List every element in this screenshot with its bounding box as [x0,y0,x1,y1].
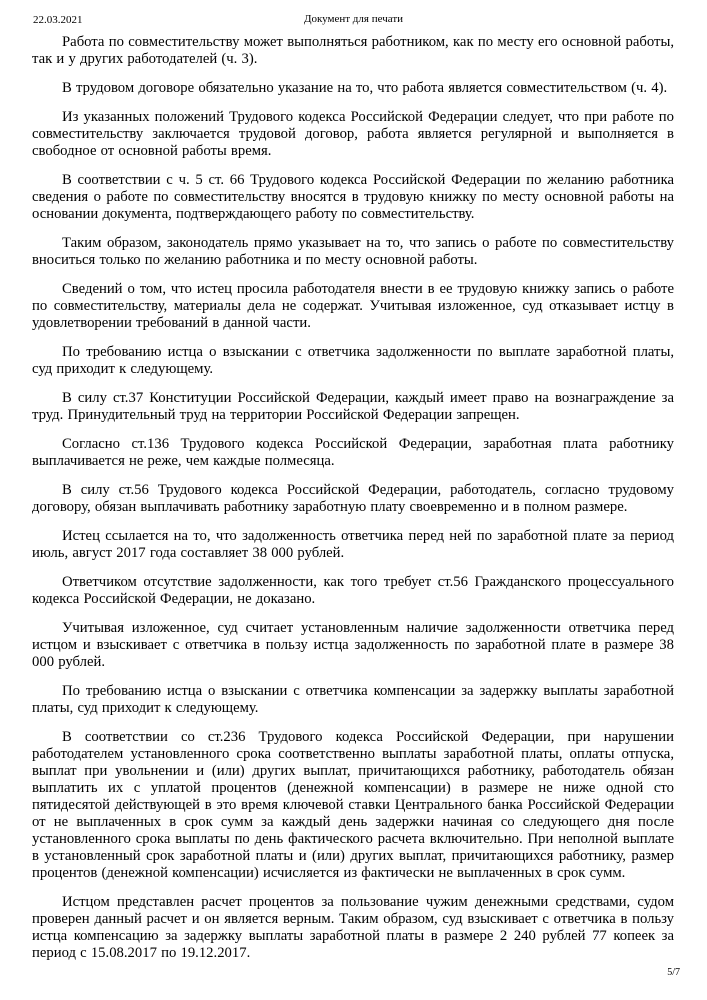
paragraph: В соответствии с ч. 5 ст. 66 Трудового кодекса Российской Федерации по желанию работника сведения о работе по совместительству вносятся в трудовую книжку по месту основной работы на основании документа, подтверждающего работу по совместительству. [32,172,674,222]
print-header [0,13,707,27]
paragraph: Согласно ст.136 Трудового кодекса Российской Федерации, заработная плата работнику выплачивается не реже, чем каждые полмесяца. [32,436,674,469]
paragraph: В силу ст.56 Трудового кодекса Российской Федерации, работодатель, согласно трудовому договору, обязан выплачивать работнику заработную плату своевременно и в полном размере. [32,482,674,515]
paragraph: В трудовом договоре обязательно указание на то, что работа является совместительством (ч. 4). [62,80,668,96]
paragraph: Сведений о том, что истец просила работодателя внести в ее трудовую книжку запись о работе по совместительству, материалы дела не содержат. Учитывая изложенное, суд отказывает истцу в удовлетворении требований в данной части. [32,281,674,331]
paragraph: Истцом представлен расчет процентов за пользование чужим денежными средствами, судом проверен данный расчет и он является верным. Таким образом, суд взыскивает с ответчика в пользу истца компенсацию за задержку выплаты заработной платы в размере 2 240 рублей 77 копеек за период с 15.08.2017 по 19.12.2017. [32,894,674,961]
paragraph: По требованию истца о взыскании с ответчика задолженности по выплате заработной платы, суд приходит к следующему. [32,344,674,377]
paragraph: Таким образом, законодатель прямо указывает на то, что запись о работе по совместительству вноситься только по желанию работника и по месту основной работы. [32,235,674,268]
paragraph: Истец ссылается на то, что задолженность ответчика перед ней по заработной плате за период июль, август 2017 года составляет 38 000 рублей. [32,528,674,561]
paragraph: В силу ст.37 Конституции Российской Федерации, каждый имеет право на вознаграждение за труд. Принудительный труд на территории Российской Федерации запрещен. [32,390,674,423]
paragraph: По требованию истца о взыскании с ответчика компенсации за задержку выплаты заработной платы, суд приходит к следующему. [32,683,674,716]
print-footer [667,967,680,978]
paragraph: Учитывая изложенное, суд считает установленным наличие задолженности ответчика перед истцом и взыскивает с ответчика в пользу истца задолженность по заработной плате в размере 38 000 рублей. [32,620,674,670]
document-body [32,34,674,974]
paragraph: Работа по совместительству может выполняться работником, как по месту его основной работы, так и у других работодателей (ч. 3). [32,34,674,67]
page-number: 5/7 [667,967,680,978]
document-title: Документ для печати [303,13,404,25]
paragraph: В соответствии со ст.236 Трудового кодекса Российской Федерации, при нарушении работодателем установленного срока соответственно выплаты заработной платы, оплаты отпуска, выплат при увольнении и (или) других выплат, причитающихся работнику, работодатель обязан выплатить их с уплатой процентов (денежной компенсации) в размере не ниже одной сто пятидесятой действующей в это время ключевой ставки Центрального банка Российской Федерации от не выплаченных в срок сумм за каждый день задержки начиная со следующего дня после установленного срока выплаты по день фактического расчета включительно. При неполной выплате в установленный срок заработной платы и (или) других выплат, причитающихся работнику, размер процентов (денежной компенсации) исчисляется из фактически не выплаченных в срок сумм. [32,729,674,881]
print-date: 22.03.2021 [33,14,83,26]
paragraph: Из указанных положений Трудового кодекса Российской Федерации следует, что при работе по совместительству заключается трудовой договор, работа является регулярной и выполняется в свободное от основной работы время. [32,109,674,159]
paragraph: Ответчиком отсутствие задолженности, как того требует ст.56 Гражданского процессуального кодекса Российской Федерации, не доказано. [32,574,674,607]
